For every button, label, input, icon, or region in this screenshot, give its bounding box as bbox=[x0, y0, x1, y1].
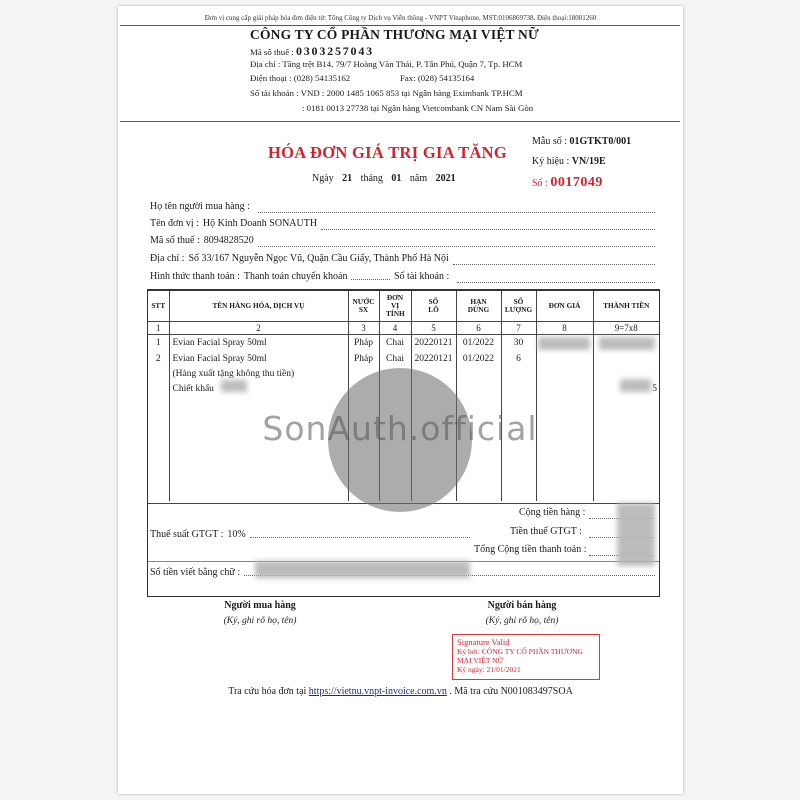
filler-cell bbox=[593, 397, 659, 501]
cell-quantity: 30 bbox=[501, 335, 536, 352]
redacted-discount-amount bbox=[620, 379, 651, 392]
seller-name: CÔNG TY CỔ PHẦN THƯƠNG MẠI VIỆT NỮ bbox=[250, 27, 539, 42]
header-amount: THÀNH TIỀN bbox=[593, 291, 659, 322]
redacted-totals bbox=[617, 503, 655, 566]
invoice-number-label: Số : bbox=[532, 178, 548, 189]
header-unit-price: ĐƠN GIÁ bbox=[536, 291, 593, 322]
header-origin bbox=[348, 291, 379, 322]
cell-empty bbox=[536, 367, 593, 382]
cell-lot: 20220121 bbox=[411, 352, 456, 367]
payment-group bbox=[150, 271, 390, 282]
vat-amount-label: Tiền thuế GTGT : bbox=[510, 526, 582, 537]
cell-discount-amount: 5 bbox=[593, 382, 659, 397]
dotted-leader bbox=[258, 246, 655, 247]
header-unit-text: ĐƠN VỊ TÍNH bbox=[386, 293, 405, 318]
dotted-leader bbox=[453, 264, 655, 265]
payment-label: Hình thức thanh toán : bbox=[150, 271, 240, 282]
buyer-signature-title: Người mua hàng bbox=[224, 600, 296, 611]
cell-empty bbox=[456, 367, 501, 382]
provider-line: Đơn vị cung cấp giải pháp hóa đơn điện tử: Tổng Công ty Dịch vụ Viễn thông - VNPT Vinaphone, MST:0106869738, Điện thoại:18001260 bbox=[204, 14, 597, 22]
header-origin-text: NƯỚC SX bbox=[352, 297, 375, 314]
seller-signature-title: Người bán hàng bbox=[487, 600, 557, 611]
cell-expiry: 01/2022 bbox=[456, 352, 501, 367]
cell-origin: Pháp bbox=[348, 335, 379, 352]
index-cell: 2 bbox=[169, 322, 348, 335]
dotted-leader bbox=[351, 279, 390, 280]
header-quantity bbox=[501, 291, 536, 322]
invoice-date bbox=[312, 173, 462, 184]
symbol-value: VN/19E bbox=[571, 156, 606, 167]
buyer-tax-row bbox=[150, 235, 655, 249]
redacted-discount-rate bbox=[221, 380, 247, 392]
seller-account-label: Số tài khoản : bbox=[250, 88, 299, 98]
cell-stt: 1 bbox=[148, 335, 169, 352]
redacted-amount-in-words bbox=[255, 561, 470, 578]
header-lot-text: SỐ LÔ bbox=[428, 297, 439, 314]
header-expiry-text: HẠN DÙNG bbox=[467, 297, 490, 314]
buyer-address: Số 33/167 Nguyễn Ngọc Vũ, Quận Cầu Giấy, Thành Phố Hà Nội bbox=[188, 253, 449, 264]
header-stt: STT bbox=[148, 291, 169, 322]
signature-date: Ký ngày: 21/01/2021 bbox=[457, 665, 521, 675]
seller-phone-label: Điện thoại : bbox=[250, 73, 292, 83]
redacted-unit-price bbox=[538, 337, 590, 350]
cell-item-name: Evian Facial Spray 50ml bbox=[169, 352, 348, 367]
buyer-tax-label: Mã số thuế : bbox=[150, 235, 200, 246]
index-cell: 4 bbox=[379, 322, 411, 335]
invoice-number-row bbox=[532, 175, 603, 191]
dotted-leader bbox=[321, 229, 655, 230]
header-divider bbox=[120, 25, 680, 26]
seller-address-label: Địa chỉ : bbox=[250, 59, 281, 69]
seller-account-row bbox=[250, 88, 523, 98]
cell-expiry: 01/2022 bbox=[456, 335, 501, 352]
header-row bbox=[148, 291, 659, 322]
total-label: Tổng Cộng tiền thanh toán : bbox=[474, 544, 587, 555]
month-label: tháng bbox=[360, 173, 383, 184]
dotted-leader bbox=[457, 282, 655, 283]
header-lot bbox=[411, 291, 456, 322]
cell-unit: Chai bbox=[379, 335, 411, 352]
year-label: năm bbox=[409, 173, 428, 184]
seller-tax-code: 0303257043 bbox=[295, 44, 374, 58]
seller-tax-label: Mã số thuế : bbox=[250, 47, 294, 57]
seller-fax-row bbox=[400, 73, 474, 83]
totals-section bbox=[148, 503, 659, 596]
cell-amount bbox=[593, 352, 659, 367]
header-unit bbox=[379, 291, 411, 322]
cell-origin: Pháp bbox=[348, 352, 379, 367]
day-label: Ngày bbox=[312, 173, 334, 184]
seller-tax-row bbox=[250, 44, 374, 59]
digital-signature-box bbox=[452, 634, 600, 680]
buyer-payment-row bbox=[150, 271, 655, 285]
index-cell: 1 bbox=[148, 322, 169, 335]
header-expiry bbox=[456, 291, 501, 322]
buyer-tax-code: 8094828520 bbox=[203, 235, 254, 246]
lookup-prefix: Tra cứu hóa đơn tại bbox=[228, 686, 307, 697]
invoice-number: 0017049 bbox=[550, 175, 603, 190]
buyer-name-row bbox=[150, 201, 655, 215]
cell-stt: 2 bbox=[148, 352, 169, 367]
year-value: 2021 bbox=[435, 173, 456, 184]
buyer-unit-row bbox=[150, 218, 655, 232]
buyer-name-label: Họ tên người mua hàng : bbox=[150, 201, 250, 212]
seller-address: Tầng trệt B14, 79/7 Hoàng Văn Thái, P. Tân Phú, Quận 7, Tp. HCM bbox=[282, 59, 523, 69]
index-cell: 8 bbox=[536, 322, 593, 335]
cell-empty bbox=[501, 382, 536, 397]
seller-account-2: : 0181 0013 27738 tại Ngân hàng Vietcombank CN Nam Sài Gòn bbox=[302, 103, 534, 113]
cell-stt bbox=[148, 367, 169, 382]
payment-method: Thanh toán chuyển khoản bbox=[243, 271, 348, 282]
seller-fax-label: Fax: bbox=[400, 73, 416, 83]
lookup-link[interactable]: https://vietnu.vnpt-invoice.com.vn bbox=[308, 686, 447, 697]
buyer-account-label: Số tài khoản : bbox=[394, 271, 450, 282]
month-value: 01 bbox=[391, 173, 402, 184]
buyer-address-row bbox=[150, 253, 655, 267]
cell-unit: Chai bbox=[379, 352, 411, 367]
buyer-signature-note: (Ký, ghi rõ họ, tên) bbox=[223, 616, 297, 626]
cell-unit-price bbox=[536, 352, 593, 367]
table-row bbox=[148, 352, 659, 367]
cell-empty bbox=[456, 382, 501, 397]
index-cell: 9=7x8 bbox=[593, 322, 659, 335]
buyer-unit-label: Tên đơn vị : bbox=[150, 218, 199, 229]
dotted-leader bbox=[258, 212, 655, 213]
dotted-leader bbox=[250, 537, 470, 538]
vat-rate-row bbox=[150, 529, 470, 540]
seller-fax: (028) 54135164 bbox=[417, 73, 475, 83]
cell-item-note: (Hàng xuất tặng không thu tiền) bbox=[169, 367, 348, 382]
cell-lot: 20220121 bbox=[411, 335, 456, 352]
invoice-title: HÓA ĐƠN GIÁ TRỊ GIA TĂNG bbox=[268, 143, 508, 162]
redacted-amount bbox=[599, 337, 655, 350]
index-cell: 6 bbox=[456, 322, 501, 335]
seller-divider bbox=[120, 121, 680, 122]
vat-rate-label: Thuế suất GTGT : bbox=[150, 529, 224, 540]
signature-status: Signature Valid bbox=[457, 637, 510, 647]
form-value: 01GTKT0/001 bbox=[569, 136, 632, 147]
buyer-unit: Hộ Kinh Doanh SONAUTH bbox=[202, 218, 318, 229]
seller-address-row bbox=[250, 59, 522, 69]
buyer-address-label: Địa chỉ : bbox=[150, 253, 185, 264]
index-cell: 3 bbox=[348, 322, 379, 335]
subtotal-label: Cộng tiền hàng : bbox=[519, 507, 586, 518]
amount-in-words-label: Số tiền viết bằng chữ : bbox=[150, 567, 241, 578]
seller-signature-note: (Ký, ghi rõ họ, tên) bbox=[485, 616, 559, 626]
cell-empty bbox=[501, 367, 536, 382]
lookup-suffix: . Mã tra cứu N001083497SOA bbox=[449, 686, 573, 697]
seller-phone-row bbox=[250, 73, 350, 83]
index-row bbox=[148, 322, 659, 335]
seller-phone: (028) 54135162 bbox=[293, 73, 351, 83]
signature-signed-by: Ký bởi: CÔNG TY CỔ PHẦN THƯƠNG MẠI VIỆT NỮ bbox=[457, 647, 583, 666]
cell-quantity: 6 bbox=[501, 352, 536, 367]
vat-rate-value: 10% bbox=[227, 529, 246, 540]
index-cell: 5 bbox=[411, 322, 456, 335]
cell-stt bbox=[148, 382, 169, 397]
symbol-row bbox=[532, 156, 606, 167]
cell-empty bbox=[536, 382, 593, 397]
cell-item-name: Evian Facial Spray 50ml bbox=[169, 335, 348, 352]
header-item-name: TÊN HÀNG HÓA, DỊCH VỤ bbox=[169, 291, 348, 322]
watermark-text: SonAuth.official bbox=[262, 409, 538, 448]
filler-cell bbox=[148, 397, 169, 501]
symbol-label: Ký hiệu : bbox=[532, 156, 570, 167]
index-cell: 7 bbox=[501, 322, 536, 335]
day-value: 21 bbox=[342, 173, 353, 184]
seller-account-1: VND : 2000 1485 1065 853 tại Ngân hàng Eximbank TP.HCM bbox=[300, 88, 523, 98]
cell-discount-label: Chiết khấu bbox=[169, 382, 348, 397]
form-row bbox=[532, 136, 631, 147]
header-quantity-text: SỐ LƯỢNG bbox=[504, 297, 533, 314]
form-label: Mẫu số : bbox=[532, 136, 567, 147]
lookup-footer bbox=[118, 686, 683, 697]
